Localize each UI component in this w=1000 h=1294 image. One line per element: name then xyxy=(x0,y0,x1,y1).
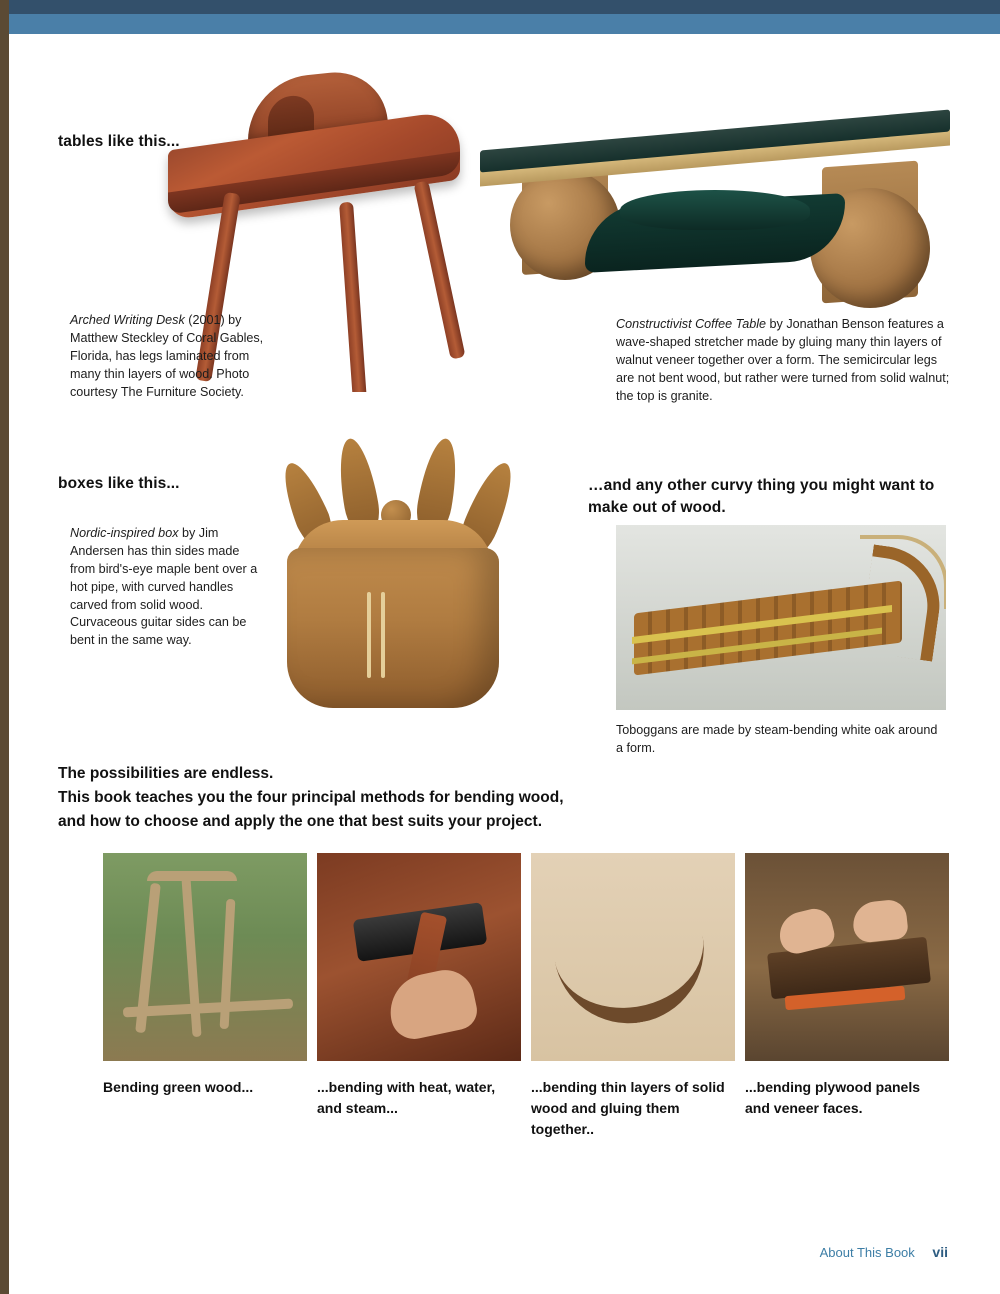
strip-caption-4: ...bending plywood panels and veneer faces. xyxy=(745,1079,921,1116)
caption-box-body: by Jim Andersen has thin sides made from bird's-eye maple bent over a hot pipe, with curved handles carved from solid wood. Curvaceous guitar sides can be bent in the same way. xyxy=(70,526,258,648)
photo-toboggan xyxy=(616,525,946,710)
caption-constructivist-coffee-table xyxy=(616,316,954,405)
coffee-table-wave-highlight xyxy=(620,190,810,230)
laminated-curve xyxy=(548,899,715,1035)
heading-any-other-curvy-thing: …and any other curvy thing you might want to make out of wood. xyxy=(588,477,935,517)
page-left-edge xyxy=(0,0,9,1294)
heading-tables-like-this: tables like this... xyxy=(58,133,180,150)
photo-laminated-bent-wood xyxy=(531,853,735,1061)
strip-caption-3: ...bending thin layers of solid wood and gluing them together.. xyxy=(531,1079,725,1137)
caption-desk-title: Arched Writing Desk xyxy=(70,313,185,327)
caption-nordic-box xyxy=(70,525,260,650)
caption-toboggan: Toboggans are made by steam-bending white oak around a form. xyxy=(616,723,938,755)
header-bar-light xyxy=(0,14,1000,34)
desk-leg xyxy=(413,180,465,359)
hand xyxy=(851,898,909,943)
caption-box-title: Nordic-inspired box xyxy=(70,526,179,540)
desk-leg xyxy=(339,202,367,392)
possibilities-line-1: The possibilities are endless. xyxy=(58,765,274,782)
photo-bending-green-wood xyxy=(103,853,307,1061)
green-branch-bend xyxy=(147,871,237,881)
hand xyxy=(383,965,480,1044)
caption-arched-writing-desk xyxy=(70,312,280,401)
possibilities-line-2: This book teaches you the four principal methods for bending wood, xyxy=(58,789,564,807)
strip-caption-1: Bending green wood... xyxy=(103,1079,254,1095)
box-inlay-stripe xyxy=(381,592,385,678)
box-inlay-stripe xyxy=(367,592,371,678)
header-rule xyxy=(0,34,1000,37)
possibilities-line-3: and how to choose and apply the one that best suits your project. xyxy=(58,813,542,831)
strip-caption-2: ...bending with heat, water, and steam... xyxy=(317,1079,496,1116)
photo-nordic-inspired-box xyxy=(245,420,555,720)
footer-section-label: About This Book xyxy=(819,1245,915,1260)
page-number: vii xyxy=(932,1244,948,1260)
caption-coffee-body: by Jonathan Benson features a wave-shaped stretcher made by gluing many thin layers of walnut veneer together over a form. The semicircular legs are not bent wood, but rather were turned from solid walnut; the top is granite. xyxy=(616,317,950,403)
photo-bending-with-heat xyxy=(317,853,521,1061)
header-bar-dark xyxy=(0,0,1000,14)
page-footer xyxy=(820,1244,948,1260)
caption-coffee-title: Constructivist Coffee Table xyxy=(616,317,767,331)
photo-bending-plywood-panels xyxy=(745,853,949,1061)
caption-desk-body: (2001) by Matthew Steckley of Coral Gables, Florida, has legs laminated from many thin layers of wood. Photo courtesy The Furniture Society. xyxy=(70,313,264,399)
photo-constructivist-coffee-table xyxy=(470,60,970,320)
possibilities-block xyxy=(58,762,658,834)
heading-boxes-like-this: boxes like this... xyxy=(58,475,180,492)
box-body xyxy=(287,548,499,708)
